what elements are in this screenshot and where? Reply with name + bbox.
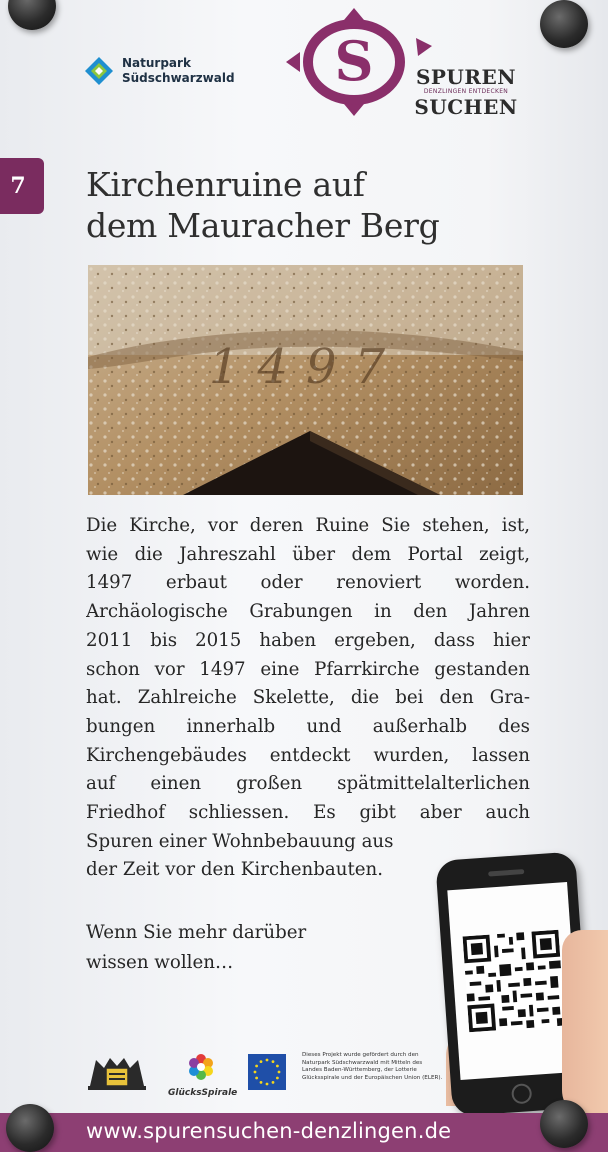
naturpark-diamond-icon (84, 56, 114, 86)
gluecksspirale-flower-icon (186, 1052, 216, 1082)
body-line: auf einen großen spätmittelalterlichen (86, 773, 530, 795)
smartphone-illustration (436, 850, 608, 1120)
body-paragraph (86, 512, 530, 885)
title-line1: Kirchenruine auf (86, 165, 365, 204)
funding-note (302, 1052, 452, 1082)
funding-note-line: Landes Baden-Württemberg, der Lotterie (302, 1067, 417, 1074)
sponsor-logos (84, 1046, 444, 1098)
inscription-year: 1497 (208, 339, 404, 395)
phone-screen (447, 882, 580, 1080)
more-line2: wissen wollen… (86, 952, 234, 973)
body-line: hat. Zahlreiche Skelette, die bei den Gra- (86, 687, 530, 709)
body-line: 1497 erbaut oder renoviert worden. (86, 572, 530, 594)
body-line: Kirchengebäudes entdeckt wurden, lassen (86, 744, 530, 766)
body-line: bungen innerhalb und außerhalb des (86, 715, 530, 737)
mounting-bolt (540, 1100, 588, 1148)
funding-note-line: Dieses Projekt wurde gefördert durch den (302, 1052, 419, 1058)
gluecksspirale-label: GlücksSpirale (168, 1088, 238, 1098)
body-line: Friedhof schliessen. Es gibt aber auch (86, 802, 530, 824)
brand-letter: S (334, 29, 374, 93)
portal-inscription-photo (88, 265, 523, 495)
funding-note-line: Naturpark Südschwarzwald mit Mitteln des (302, 1059, 423, 1066)
body-line: 2011 bis 2015 haben ergeben, dass hier (86, 629, 530, 651)
eu-flag-icon (248, 1054, 286, 1090)
body-line: schon vor 1497 eine Pfarrkirche gestanden (86, 658, 530, 680)
speaker-grill (488, 869, 524, 876)
thumb-shape (562, 930, 608, 1120)
naturpark-line1: Naturpark (122, 56, 191, 70)
brand-wordmark (404, 66, 528, 118)
body-line: Spuren einer Wohnbebauung aus (86, 830, 394, 852)
home-button-icon (511, 1083, 532, 1104)
page-title (86, 164, 556, 246)
brand-tagline: DENZLINGEN ENTDECKEN (423, 88, 509, 95)
more-line1: Wenn Sie mehr darüber (86, 922, 307, 943)
funding-note-line: Glücksspirale und der Europäischen Union (ELER). (302, 1074, 443, 1081)
body-line: Archäologische Grabungen in den Jahren (86, 601, 530, 623)
footer-bar (0, 1113, 608, 1152)
mounting-bolt (6, 1104, 54, 1152)
more-info-prompt (86, 918, 386, 978)
body-line: wie die Jahreszahl über dem Portal zeigt, (86, 543, 530, 565)
station-number-badge (0, 158, 44, 214)
body-line: Die Kirche, vor deren Ruine Sie stehen, ist, (86, 515, 530, 536)
mounting-bolt (8, 0, 56, 30)
qr-code-icon[interactable] (463, 930, 565, 1032)
title-line2: dem Mauracher Berg (86, 206, 440, 245)
station-number: 7 (10, 173, 26, 199)
naturpark-line2: Südschwarzwald (122, 71, 235, 85)
website-link[interactable]: www.spurensuchen-denzlingen.de (86, 1119, 452, 1143)
naturpark-logo (84, 56, 235, 86)
mounting-bolt (540, 0, 588, 48)
body-line: der Zeit vor den Kirchenbauten. (86, 859, 384, 881)
brand-line1: SPUREN (415, 65, 517, 89)
brand-line2: SUCHEN (414, 95, 518, 119)
gluecksspirale-logo (168, 1052, 238, 1098)
baden-wuerttemberg-crest-icon (84, 1052, 150, 1092)
